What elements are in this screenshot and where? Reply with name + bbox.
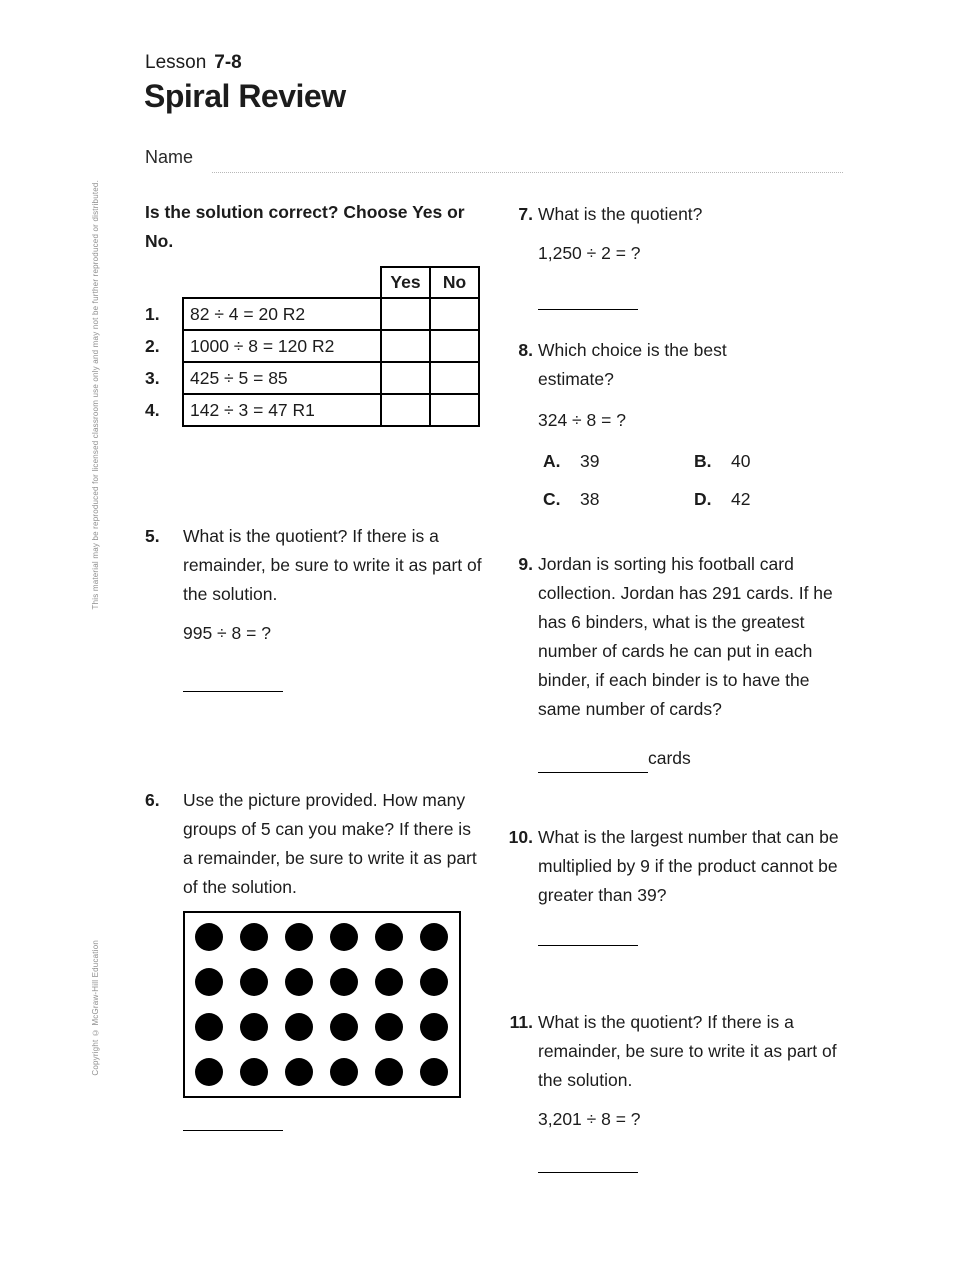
question-text: What is the quotient? <box>538 204 703 224</box>
page-title: Spiral Review <box>144 78 346 114</box>
question-6 <box>145 786 490 1131</box>
dot <box>240 968 268 996</box>
lesson-number: 7-8 <box>214 52 242 73</box>
lesson-label: Lesson <box>145 52 207 73</box>
choice-letter: A. <box>543 451 561 471</box>
answer-blank[interactable] <box>183 690 283 692</box>
choice-b[interactable] <box>694 447 845 476</box>
dot <box>195 923 223 951</box>
dot <box>330 1013 358 1041</box>
dot <box>375 968 403 996</box>
dot <box>420 1013 448 1041</box>
dot <box>330 1058 358 1086</box>
choice-letter: B. <box>694 451 712 471</box>
yes-answer-cell[interactable] <box>381 298 430 330</box>
answer-blank[interactable] <box>538 308 638 310</box>
question-text: Jordan is sorting his football card collection. Jordan has 291 cards. If he has 6 binders, what is the greatest number of cards he can put in each binder, if each binder is to have the same number of cards? <box>538 554 833 719</box>
no-answer-cell[interactable] <box>430 330 479 362</box>
license-vertical-text: This material may be reproduced for licensed classroom use only and may not be further reproduced or distributed. <box>91 180 100 610</box>
yes-answer-cell[interactable] <box>381 362 430 394</box>
table-row <box>145 298 479 330</box>
choice-letter: C. <box>543 489 561 509</box>
table-row <box>145 330 479 362</box>
yes-column-header: Yes <box>381 267 430 298</box>
question-8 <box>500 336 845 523</box>
dot-grid <box>195 923 449 1086</box>
choice-value: 42 <box>731 489 751 509</box>
dot <box>195 1013 223 1041</box>
name-label: Name <box>145 147 194 167</box>
no-answer-cell[interactable] <box>430 362 479 394</box>
choice-a[interactable] <box>543 447 694 476</box>
answer-blank[interactable] <box>183 1129 283 1131</box>
dot <box>420 968 448 996</box>
equation-cell: 425 ÷ 5 = 85 <box>183 362 381 394</box>
yes-no-table-wrap <box>145 266 480 427</box>
answer-unit-label: cards <box>648 748 691 768</box>
dot <box>285 1013 313 1041</box>
yes-no-instruction: Is the solution correct? Choose Yes or No. <box>145 202 465 251</box>
table-header-row <box>145 267 479 298</box>
answer-blank[interactable] <box>538 1171 638 1173</box>
dot <box>420 923 448 951</box>
dot <box>375 1058 403 1086</box>
choice-list <box>543 447 845 523</box>
question-5 <box>145 522 490 692</box>
no-answer-cell[interactable] <box>430 298 479 330</box>
dot <box>330 968 358 996</box>
table-row <box>145 394 479 426</box>
question-number: 7. <box>518 204 533 224</box>
question-11 <box>500 1008 860 1173</box>
yes-answer-cell[interactable] <box>381 330 430 362</box>
dot-picture-box <box>183 911 461 1098</box>
question-9 <box>500 550 860 773</box>
choice-letter: D. <box>694 489 712 509</box>
question-expression: 3,201 ÷ 8 = ? <box>538 1109 641 1129</box>
lesson-line <box>145 52 242 74</box>
dot <box>240 1013 268 1041</box>
dot <box>375 923 403 951</box>
no-column-header: No <box>430 267 479 298</box>
choice-d[interactable] <box>694 485 845 514</box>
dot <box>375 1013 403 1041</box>
question-number: 8. <box>518 340 533 360</box>
equation-cell: 142 ÷ 3 = 47 R1 <box>183 394 381 426</box>
question-text: Use the picture provided. How many groups of 5 can you make? If there is a remainder, be sure to write it as part of the solution. <box>183 790 477 897</box>
equation-cell: 1000 ÷ 8 = 120 R2 <box>183 330 381 362</box>
question-text: What is the quotient? If there is a remainder, be sure to write it as part of the solution. <box>538 1012 837 1090</box>
dot <box>330 923 358 951</box>
answer-blank[interactable] <box>538 944 638 946</box>
dot <box>285 968 313 996</box>
choice-value: 38 <box>580 489 600 509</box>
dot <box>240 1058 268 1086</box>
question-text: What is the largest number that can be multiplied by 9 if the product cannot be greater than 39? <box>538 827 839 905</box>
yes-answer-cell[interactable] <box>381 394 430 426</box>
answer-blank[interactable] <box>538 771 648 773</box>
question-10 <box>500 823 860 946</box>
question-number: 10. <box>508 827 533 847</box>
copyright-vertical-text: Copyright © McGraw-Hill Education <box>91 940 100 1076</box>
row-number: 4. <box>145 399 160 420</box>
dot <box>285 923 313 951</box>
no-answer-cell[interactable] <box>430 394 479 426</box>
question-7 <box>500 200 845 310</box>
question-number: 11. <box>509 1012 533 1032</box>
question-expression: 324 ÷ 8 = ? <box>538 410 626 430</box>
dot <box>285 1058 313 1086</box>
yes-no-table <box>145 266 480 427</box>
choice-c[interactable] <box>543 485 694 514</box>
question-number: 9. <box>518 554 533 574</box>
equation-cell: 82 ÷ 4 = 20 R2 <box>183 298 381 330</box>
question-expression: 995 ÷ 8 = ? <box>183 623 271 643</box>
dot <box>420 1058 448 1086</box>
question-expression: 1,250 ÷ 2 = ? <box>538 243 641 263</box>
dot <box>240 923 268 951</box>
choice-value: 39 <box>580 451 600 471</box>
choice-value: 40 <box>731 451 751 471</box>
dot <box>195 1058 223 1086</box>
question-number: 5. <box>145 526 160 546</box>
row-number: 2. <box>145 335 160 356</box>
question-text: Which choice is the best estimate? <box>538 340 727 389</box>
dot <box>195 968 223 996</box>
row-number: 1. <box>145 303 160 324</box>
question-text: What is the quotient? If there is a remainder, be sure to write it as part of the solution. <box>183 526 482 604</box>
table-row <box>145 362 479 394</box>
row-number: 3. <box>145 367 160 388</box>
name-blank-line[interactable] <box>212 172 843 173</box>
question-number: 6. <box>145 790 160 810</box>
